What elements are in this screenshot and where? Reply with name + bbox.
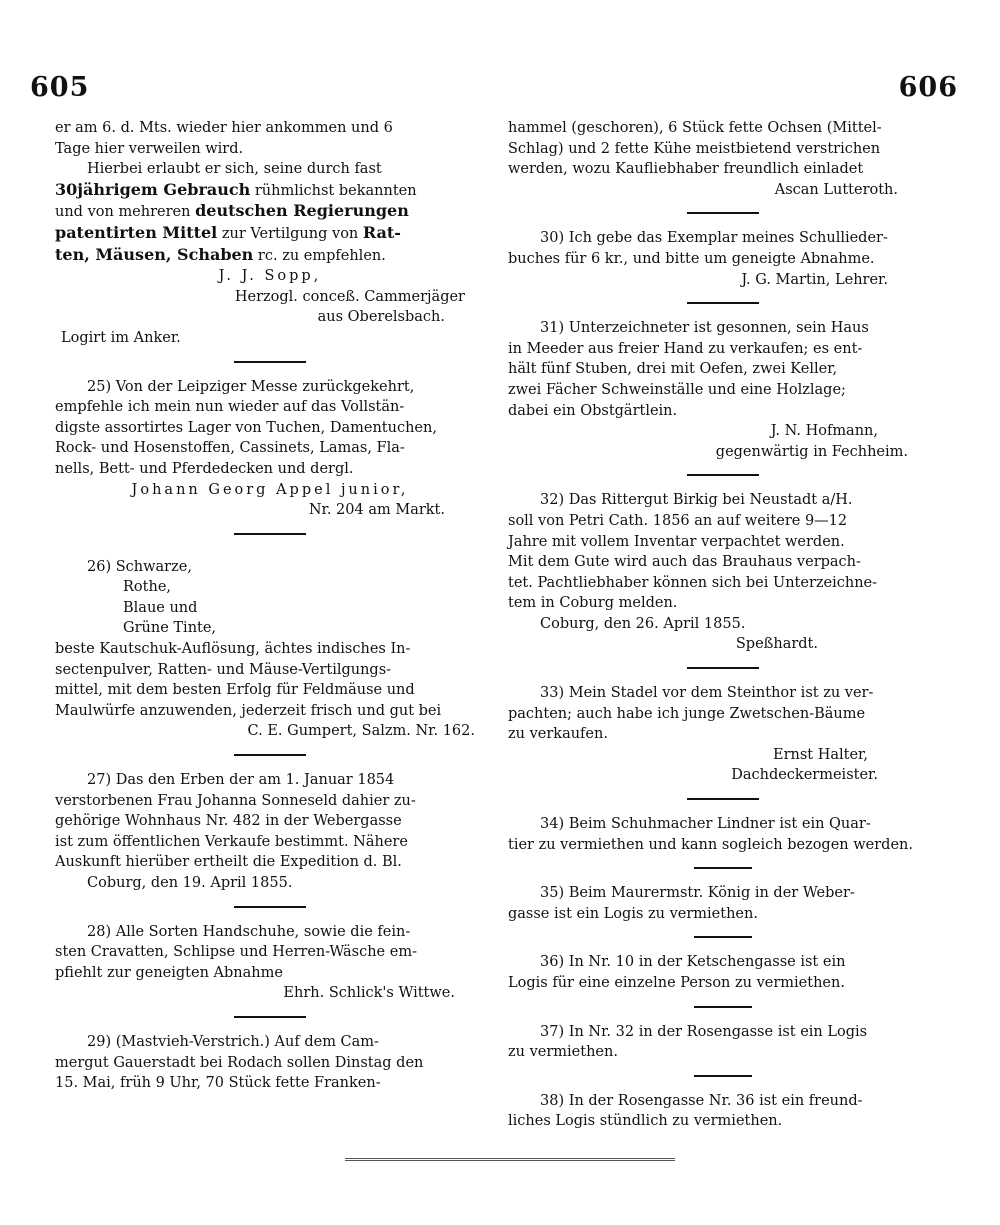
text-line: sectenpulver, Ratten- und Mäuse-Vertilgungs- xyxy=(55,661,392,678)
text-line: tet. Pachtliebhaber können sich bei Unterzeichne- xyxy=(508,574,878,591)
text-line: 30jährigem Gebrauch rühmlichst bekannten xyxy=(55,179,417,199)
text-line: Coburg, den 26. April 1855. xyxy=(540,615,746,632)
ad-34 xyxy=(508,814,938,855)
signature: Herzogl. conceß. Cammerjäger xyxy=(234,288,465,305)
divider xyxy=(694,1075,752,1077)
ad-38 xyxy=(508,1091,938,1132)
divider xyxy=(687,667,759,669)
text-line: 26) Schwarze, xyxy=(87,558,192,575)
text-line: verstorbenen Frau Johanna Sonneseld dahier zu- xyxy=(55,792,416,809)
text-line: 35) Beim Maurermstr. König in der Weber- xyxy=(540,885,855,902)
text-line: gasse ist ein Logis zu vermiethen. xyxy=(508,905,758,922)
ad-29-continued xyxy=(508,118,938,200)
text-line: 34) Beim Schuhmacher Lindner ist ein Quar- xyxy=(540,816,871,833)
text-line: Coburg, den 19. April 1855. xyxy=(87,875,293,891)
divider xyxy=(687,474,759,476)
text-line: Auskunft hierüber ertheilt die Expedition d. Bl. xyxy=(55,854,402,871)
text-line: liches Logis stündlich zu vermiethen. xyxy=(508,1113,783,1130)
text-line: ten, Mäusen, Schaben rc. zu empfehlen. xyxy=(55,244,386,264)
ad-36 xyxy=(508,952,938,993)
signature: Nr. 204 am Markt. xyxy=(308,502,445,519)
text-line: und von mehreren deutschen Regierungen xyxy=(55,201,409,221)
text-line: 30) Ich gebe das Exemplar meines Schullieder- xyxy=(540,230,888,247)
ad-25 xyxy=(55,377,485,521)
text-line: Jahre mit vollem Inventar verpachtet werden. xyxy=(508,533,845,550)
ad-exterminator xyxy=(55,118,485,349)
page-number-right: 606 xyxy=(898,72,958,103)
text-line: Rothe, xyxy=(123,579,172,596)
text-line: hält fünf Stuben, drei mit Oefen, zwei Keller, xyxy=(508,361,838,378)
text-line: pachten; auch habe ich junge Zwetschen-Bäume xyxy=(508,705,866,722)
text-line: buches für 6 kr., und bitte um geneigte Abnahme. xyxy=(508,250,875,267)
text-line: Mit dem Gute wird auch das Brauhaus verpach- xyxy=(508,554,861,571)
signature: Ascan Lutteroth. xyxy=(774,181,898,198)
ad-33 xyxy=(508,683,938,786)
text-line: 38) In der Rosengasse Nr. 36 ist ein freund- xyxy=(540,1092,863,1109)
page-bottom-rule xyxy=(345,1158,675,1161)
text-line: Tage hier verweilen wird. xyxy=(55,140,244,157)
divider xyxy=(234,361,306,363)
text-line: ist zum öffentlichen Verkaufe bestimmt. Nähere xyxy=(55,833,408,850)
signature: J. J. Sopp, xyxy=(218,268,322,285)
text-line: 29) (Mastvieh-Verstrich.) Auf dem Cam- xyxy=(87,1033,379,1050)
text-line: 33) Mein Stadel vor dem Steinthor ist zu ver- xyxy=(540,685,874,702)
right-column xyxy=(508,118,938,1132)
ad-28 xyxy=(55,922,485,1004)
divider xyxy=(234,1016,306,1018)
bold-text: deutschen Regierungen xyxy=(195,201,409,221)
text-line: Logirt im Anker. xyxy=(61,329,181,346)
text-line: soll von Petri Cath. 1856 an auf weitere 9—12 xyxy=(508,512,848,529)
bold-text: ten, Mäusen, Schaben xyxy=(55,244,254,264)
ad-37 xyxy=(508,1022,938,1063)
page-number-left: 605 xyxy=(30,72,90,103)
signature: Johann Georg Appel junior, xyxy=(131,481,409,498)
text-line: 36) In Nr. 10 in der Ketschengasse ist ein xyxy=(540,954,846,971)
text-line: Grüne Tinte, xyxy=(123,620,217,637)
text-line: werden, wozu Kaufliebhaber freundlich einladet xyxy=(508,161,864,178)
divider xyxy=(687,798,759,800)
divider xyxy=(234,533,306,535)
signature: Ernst Halter, xyxy=(772,746,868,763)
bold-text: patentirten Mittel xyxy=(55,222,218,242)
signature: aus Oberelsbach. xyxy=(317,309,445,326)
text-line: 32) Das Rittergut Birkig bei Neustadt a/H. xyxy=(540,492,853,509)
text-line: Rock- und Hosenstoffen, Cassinets, Lamas, Fla- xyxy=(55,440,405,457)
text-line: Schlag) und 2 fette Kühe meistbietend verstrichen xyxy=(508,140,881,157)
text-line: 31) Unterzeichneter ist gesonnen, sein Haus xyxy=(540,320,869,337)
text-line: Hierbei erlaubt er sich, seine durch fast xyxy=(87,161,382,178)
text-line: mittel, mit dem besten Erfolg für Feldmäuse und xyxy=(55,682,415,699)
text-line: Logis für eine einzelne Person zu vermiethen. xyxy=(508,975,845,991)
divider xyxy=(234,906,306,908)
signature: Ehrh. Schlick's Wittwe. xyxy=(283,985,455,1002)
divider xyxy=(694,867,752,869)
text-line: zwei Fächer Schweinställe und eine Holzlage; xyxy=(508,381,846,398)
ad-26 xyxy=(55,557,485,742)
signature: Dachdeckermeister. xyxy=(731,767,878,784)
text-line: hammel (geschoren), 6 Stück fette Ochsen (Mittel- xyxy=(508,120,882,136)
text-line: Blaue und xyxy=(123,599,198,616)
signature: C. E. Gumpert, Salzm. Nr. 162. xyxy=(247,723,475,740)
text-line: tier zu vermiethen und kann sogleich bezogen werden. xyxy=(508,836,913,853)
text-line: er am 6. d. Mts. wieder hier ankommen und 6 xyxy=(55,120,393,136)
text-line: 37) In Nr. 32 in der Rosengasse ist ein Logis xyxy=(540,1023,868,1040)
text-line: gehörige Wohnhaus Nr. 482 in der Webergasse xyxy=(55,813,402,830)
text-line: 25) Von der Leipziger Messe zurückgekehrt, xyxy=(87,378,415,395)
text-line: beste Kautschuk-Auflösung, ächtes indisches In- xyxy=(55,641,411,658)
text-line: in Meeder aus freier Hand zu verkaufen; es ent- xyxy=(508,340,863,357)
text-line: Maulwürfe anzuwenden, jederzeit frisch und gut bei xyxy=(55,702,442,719)
signature: J. G. Martin, Lehrer. xyxy=(741,271,888,288)
ad-27 xyxy=(55,770,485,894)
signature: J. N. Hofmann, xyxy=(770,423,878,440)
text-line: digste assortirtes Lager von Tuchen, Damentuchen, xyxy=(55,419,437,436)
text-line: 28) Alle Sorten Handschuhe, sowie die fein- xyxy=(87,923,411,940)
text-line: sten Cravatten, Schlipse und Herren-Wäsche em- xyxy=(55,944,417,961)
bold-text: Rat- xyxy=(362,222,401,242)
ad-32 xyxy=(508,490,938,655)
signature: Speßhardt. xyxy=(735,636,818,653)
text-line: zu vermiethen. xyxy=(508,1044,618,1061)
ad-31 xyxy=(508,318,938,462)
signature: gegenwärtig in Fechheim. xyxy=(715,443,908,460)
divider xyxy=(694,936,752,938)
text-line: dabei ein Obstgärtlein. xyxy=(508,402,678,419)
text-line: zu verkaufen. xyxy=(508,726,608,743)
text-line: tem in Coburg melden. xyxy=(508,595,678,612)
left-column xyxy=(55,118,485,1094)
text-line: pfiehlt zur geneigten Abnahme xyxy=(55,964,283,981)
divider xyxy=(694,1006,752,1008)
divider xyxy=(234,754,306,756)
ad-30 xyxy=(508,228,938,290)
bold-text: 30jährigem Gebrauch xyxy=(55,179,251,199)
text-line: nells, Bett- und Pferdedecken und dergl. xyxy=(55,460,354,477)
ad-35 xyxy=(508,883,938,924)
text-line: 15. Mai, früh 9 Uhr, 70 Stück fette Franken- xyxy=(55,1075,381,1092)
text-line: mergut Gauerstadt bei Rodach sollen Dinstag den xyxy=(55,1054,424,1071)
text-line: 27) Das den Erben der am 1. Januar 1854 xyxy=(87,772,395,789)
text-line: empfehle ich mein nun wieder auf das Vollstän- xyxy=(55,399,405,416)
divider xyxy=(687,212,759,214)
text-line: patentirten Mittel zur Vertilgung von Rat- xyxy=(55,222,401,242)
divider xyxy=(687,302,759,304)
ad-29 xyxy=(55,1032,485,1094)
